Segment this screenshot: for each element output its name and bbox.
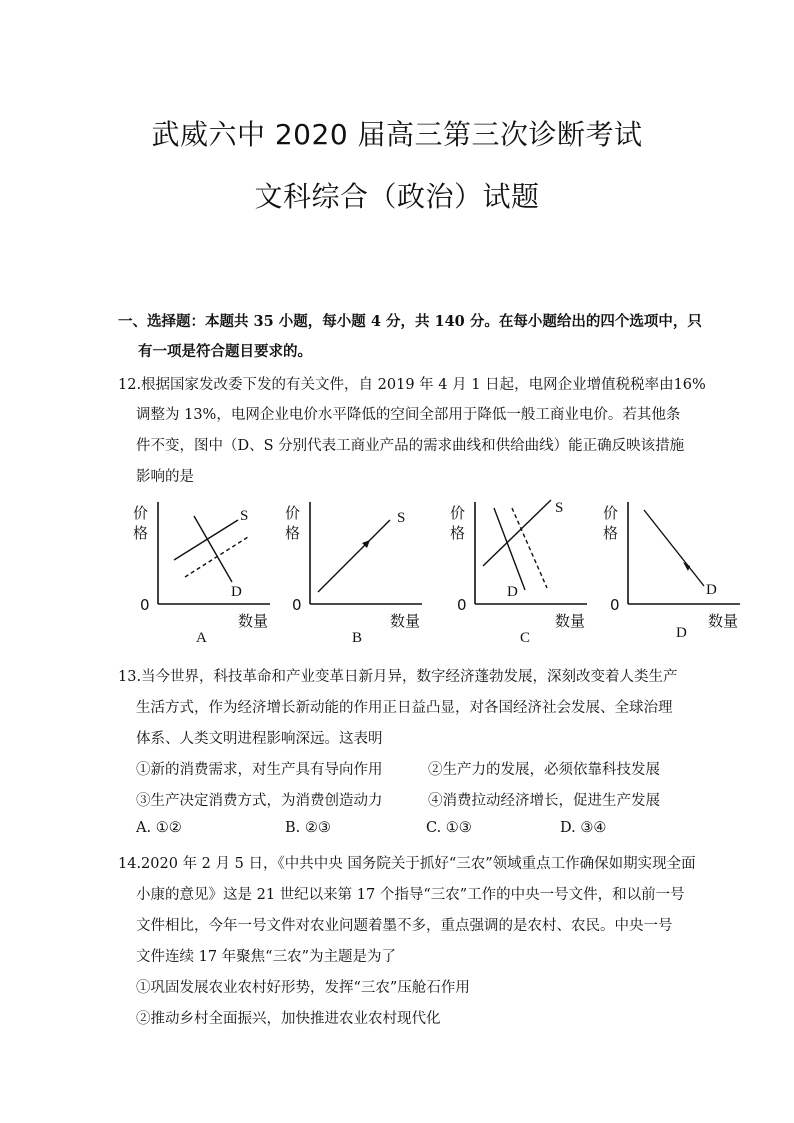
price-label-top: 价 bbox=[285, 504, 301, 522]
option-label-d: D bbox=[676, 625, 687, 641]
q13-choice-d: D. ③④ bbox=[560, 820, 607, 836]
quantity-label: 数量 bbox=[238, 612, 269, 630]
quantity-label: 数量 bbox=[708, 612, 739, 630]
q13-choice-c: C. ①③ bbox=[426, 820, 472, 836]
supply-label: S bbox=[555, 500, 564, 516]
price-label-top: 价 bbox=[603, 504, 619, 522]
price-label-top: 价 bbox=[133, 504, 149, 522]
new-supply-curve bbox=[185, 537, 248, 577]
q12-line3: 件不变，图中（D、S 分别代表工商业产品的需求曲线和供给曲线）能正确反映该措施 bbox=[136, 438, 685, 454]
section-instruction-line2: 有一项是符合题目要求的。 bbox=[138, 343, 312, 360]
price-label-bottom: 格 bbox=[603, 524, 619, 542]
supply-curve bbox=[483, 500, 551, 566]
price-label-bottom: 格 bbox=[133, 524, 149, 542]
graph-d bbox=[600, 490, 760, 650]
quantity-label: 数量 bbox=[555, 612, 586, 630]
origin-label: 0 bbox=[457, 596, 467, 614]
q13-statement-2: ②生产力的发展，必须依靠科技发展 bbox=[428, 762, 660, 778]
q14-line4: 文件连续 17 年聚焦“三农”为主题是为了 bbox=[136, 949, 396, 965]
supply-curve bbox=[174, 520, 238, 560]
price-label-top: 价 bbox=[450, 504, 466, 522]
q12-line2: 调整为 13%，电网企业电价水平降低的空间全部用于降低一般工商业电价。若其他条 bbox=[136, 407, 681, 423]
demand-label: D bbox=[706, 582, 717, 598]
supply-label: S bbox=[240, 508, 249, 524]
option-label-b: B bbox=[352, 630, 363, 646]
demand-label: D bbox=[231, 584, 242, 600]
exam-subtitle: 文科综合（政治）试题 bbox=[254, 180, 540, 213]
q13-choice-b: B. ②③ bbox=[285, 820, 331, 836]
q14-statement-1: ①巩固发展农业农村好形势，发挥“三农”压舱石作用 bbox=[136, 980, 470, 996]
q13-statement-4: ④消费拉动经济增长，促进生产发展 bbox=[428, 793, 660, 809]
q13-line2: 生活方式，作为经济增长新动能的作用正日益凸显，对各国经济社会发展、全球治理 bbox=[136, 700, 673, 716]
q14-line3: 文件相比，今年一号文件对农业问题着墨不多，重点强调的是农村、农民。中央一号 bbox=[136, 918, 673, 934]
origin-label: 0 bbox=[140, 596, 150, 614]
q13-statement-1: ①新的消费需求，对生产具有导向作用 bbox=[136, 762, 383, 778]
section-instruction-line1: 一、选择题：本题共 35 小题，每小题 4 分，共 140 分。在每小题给出的四个选项中，只 bbox=[118, 313, 702, 330]
q14-line2: 小康的意见》这是 21 世纪以来第 17 个指导“三农”工作的中央一号文件，和以前一号 bbox=[136, 887, 685, 903]
demand-curve bbox=[644, 510, 704, 586]
q12-line1: 12.根据国家发改委下发的有关文件，自 2019 年 4 月 1 日起，电网企业增值税税率由16% bbox=[118, 377, 706, 393]
q13-line1: 13.当今世界，科技革命和产业变革日新月异，数字经济蓬勃发展，深刻改变着人类生产 bbox=[118, 669, 678, 685]
supply-label: S bbox=[397, 510, 406, 526]
price-label-bottom: 格 bbox=[285, 524, 301, 542]
supply-curve bbox=[318, 520, 390, 592]
quantity-label: 数量 bbox=[390, 612, 421, 630]
demand-curve bbox=[194, 516, 232, 582]
price-label-bottom: 格 bbox=[450, 524, 466, 542]
graph-b bbox=[282, 490, 432, 650]
q13-choice-a: A. ①② bbox=[136, 820, 182, 836]
q14-line1: 14.2020 年 2 月 5 日，《中共中央 国务院关于抓好“三农”领域重点工作确保如期实现全面 bbox=[118, 856, 696, 872]
option-label-c: C bbox=[520, 630, 531, 646]
q13-statement-3: ③生产决定消费方式，为消费创造动力 bbox=[136, 793, 383, 809]
q12-line4: 影响的是 bbox=[136, 469, 194, 485]
option-label-a: A bbox=[196, 630, 207, 646]
graph-a bbox=[130, 490, 280, 650]
q14-statement-2: ②推动乡村全面振兴，加快推进农业农村现代化 bbox=[136, 1011, 441, 1027]
demand-curve bbox=[494, 508, 525, 590]
demand-label: D bbox=[507, 584, 518, 600]
exam-title: 武威六中 2020 届高三第三次诊断考试 bbox=[151, 118, 643, 151]
origin-label: 0 bbox=[292, 596, 302, 614]
origin-label: 0 bbox=[610, 596, 620, 614]
graph-c bbox=[447, 490, 597, 650]
q13-line3: 体系、人类文明进程影响深远。这表明 bbox=[136, 731, 383, 747]
